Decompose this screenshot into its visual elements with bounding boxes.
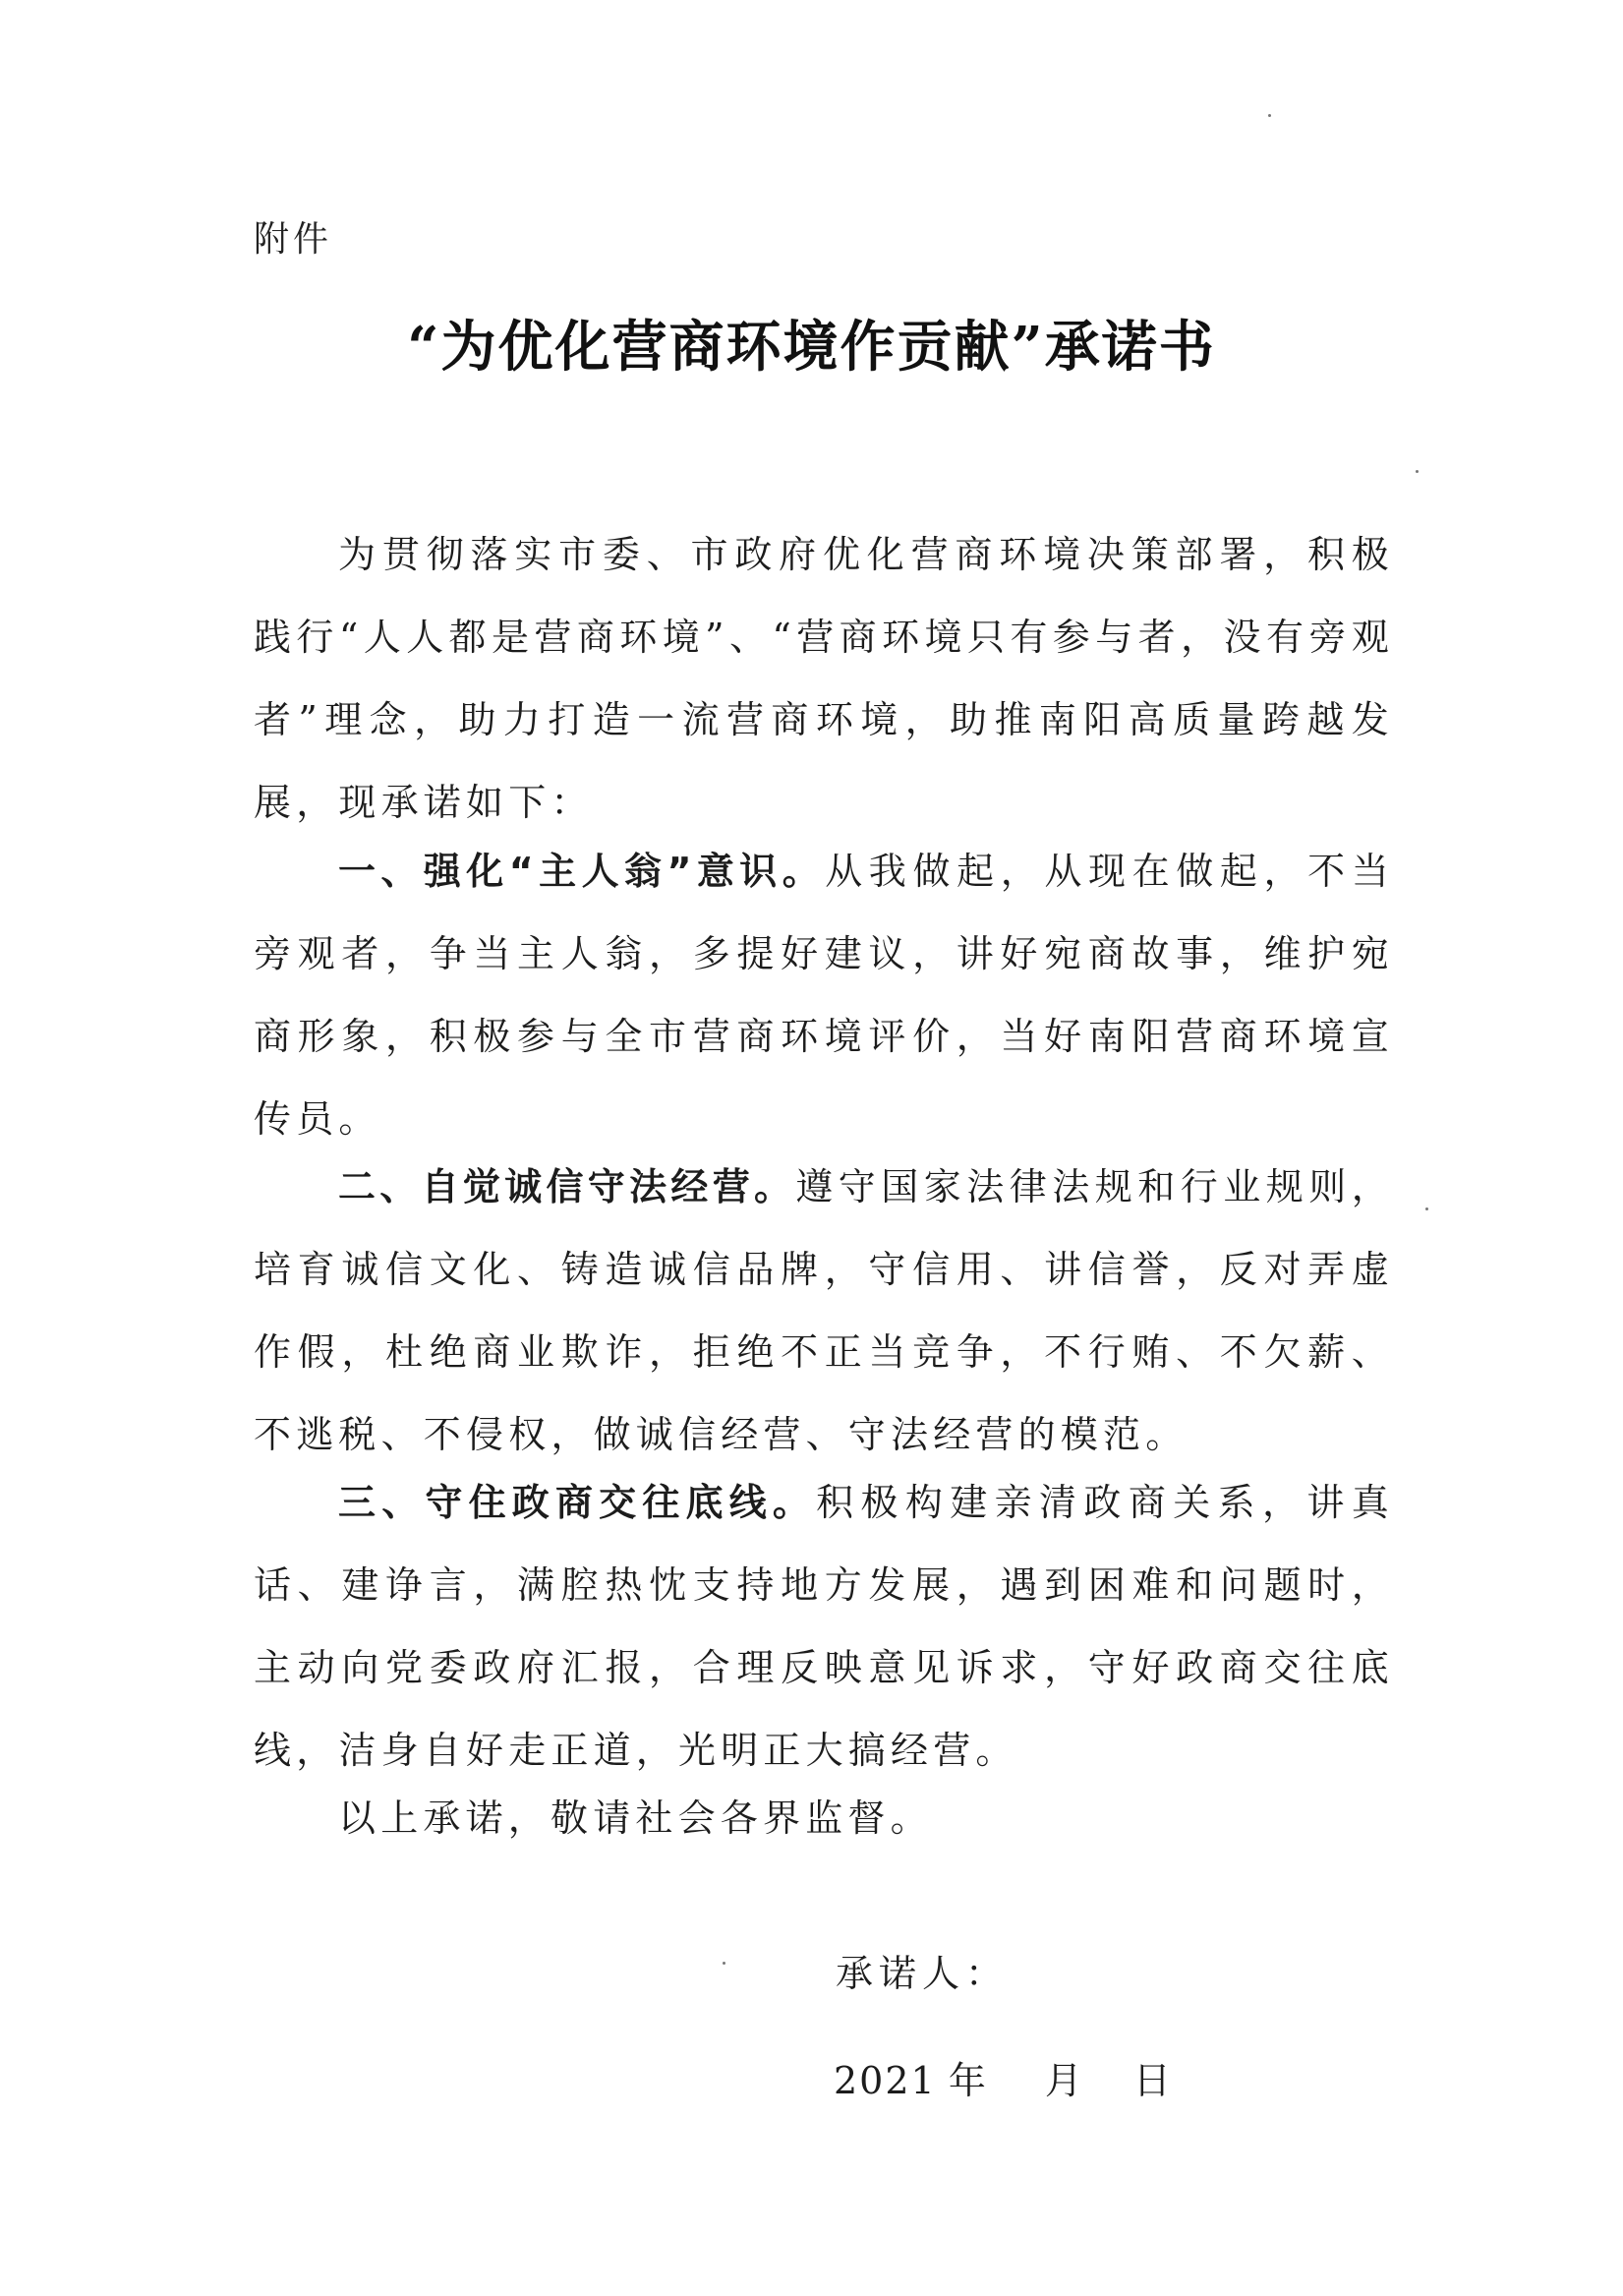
date-year: 2021 xyxy=(834,2059,937,2102)
signer-label: 承诺人： xyxy=(836,1952,1010,1995)
date-year-unit: 年 xyxy=(948,2059,988,2102)
date-month-unit: 月 xyxy=(1044,2059,1084,2102)
paragraph-text: 从我做起，从现在做起，不当旁观者，争当主人翁，多提好建议，讲好宛商故事，维护宛商形象，积极参与全市营商环境评价，当好南阳营商环境宣传员。 xyxy=(254,850,1394,1141)
paragraph-lead: 二、自觉诚信守法经营。 xyxy=(338,1165,796,1208)
closing-paragraph xyxy=(254,1777,1394,1859)
attachment-label: 附件 xyxy=(254,219,333,260)
date-day-unit: 日 xyxy=(1132,2059,1173,2102)
paragraph-text: 为贯彻落实市委、市政府优化营商环境决策部署，积极践行“人人都是营商环境”、“营商环境只有参与者，没有旁观者”理念，助力打造一流营商环境，助推南阳高质量跨越发展，现承诺如下： xyxy=(254,533,1394,824)
scan-speck xyxy=(1425,1207,1428,1210)
scan-speck xyxy=(1416,470,1419,473)
scan-speck xyxy=(1268,114,1271,117)
scan-speck xyxy=(723,1962,725,1965)
paragraph-lead: 一、强化“主人翁”意识。 xyxy=(338,850,826,893)
intro-paragraph xyxy=(254,513,1394,844)
paragraph-text: 积极构建亲清政商关系，讲真话、建诤言，满腔热忱支持地方发展，遇到困难和问题时，主动向党委政府汇报，合理反映意见诉求，守好政商交往底线，洁身自好走正道，光明正大搞经营。 xyxy=(254,1481,1394,1772)
commitment-paragraph-1 xyxy=(254,830,1394,1160)
commitment-paragraph-3 xyxy=(254,1461,1394,1792)
paragraph-text: 以上承诺，敬请社会各界监督。 xyxy=(338,1796,933,1840)
paragraph-text: 遵守国家法律法规和行业规则，培育诚信文化、铸造诚信品牌，守信用、讲信誉，反对弄虚作假，杜绝商业欺诈，拒绝不正当竞争，不行贿、不欠薪、不逃税、不侵权，做诚信经营、守法经营的模范。 xyxy=(254,1165,1394,1456)
commitment-paragraph-2 xyxy=(254,1146,1394,1476)
document-title: “为优化营商环境作贡献”承诺书 xyxy=(407,315,1216,380)
paragraph-lead: 三、守住政商交往底线。 xyxy=(338,1481,817,1524)
signature-date xyxy=(834,2059,1173,2102)
